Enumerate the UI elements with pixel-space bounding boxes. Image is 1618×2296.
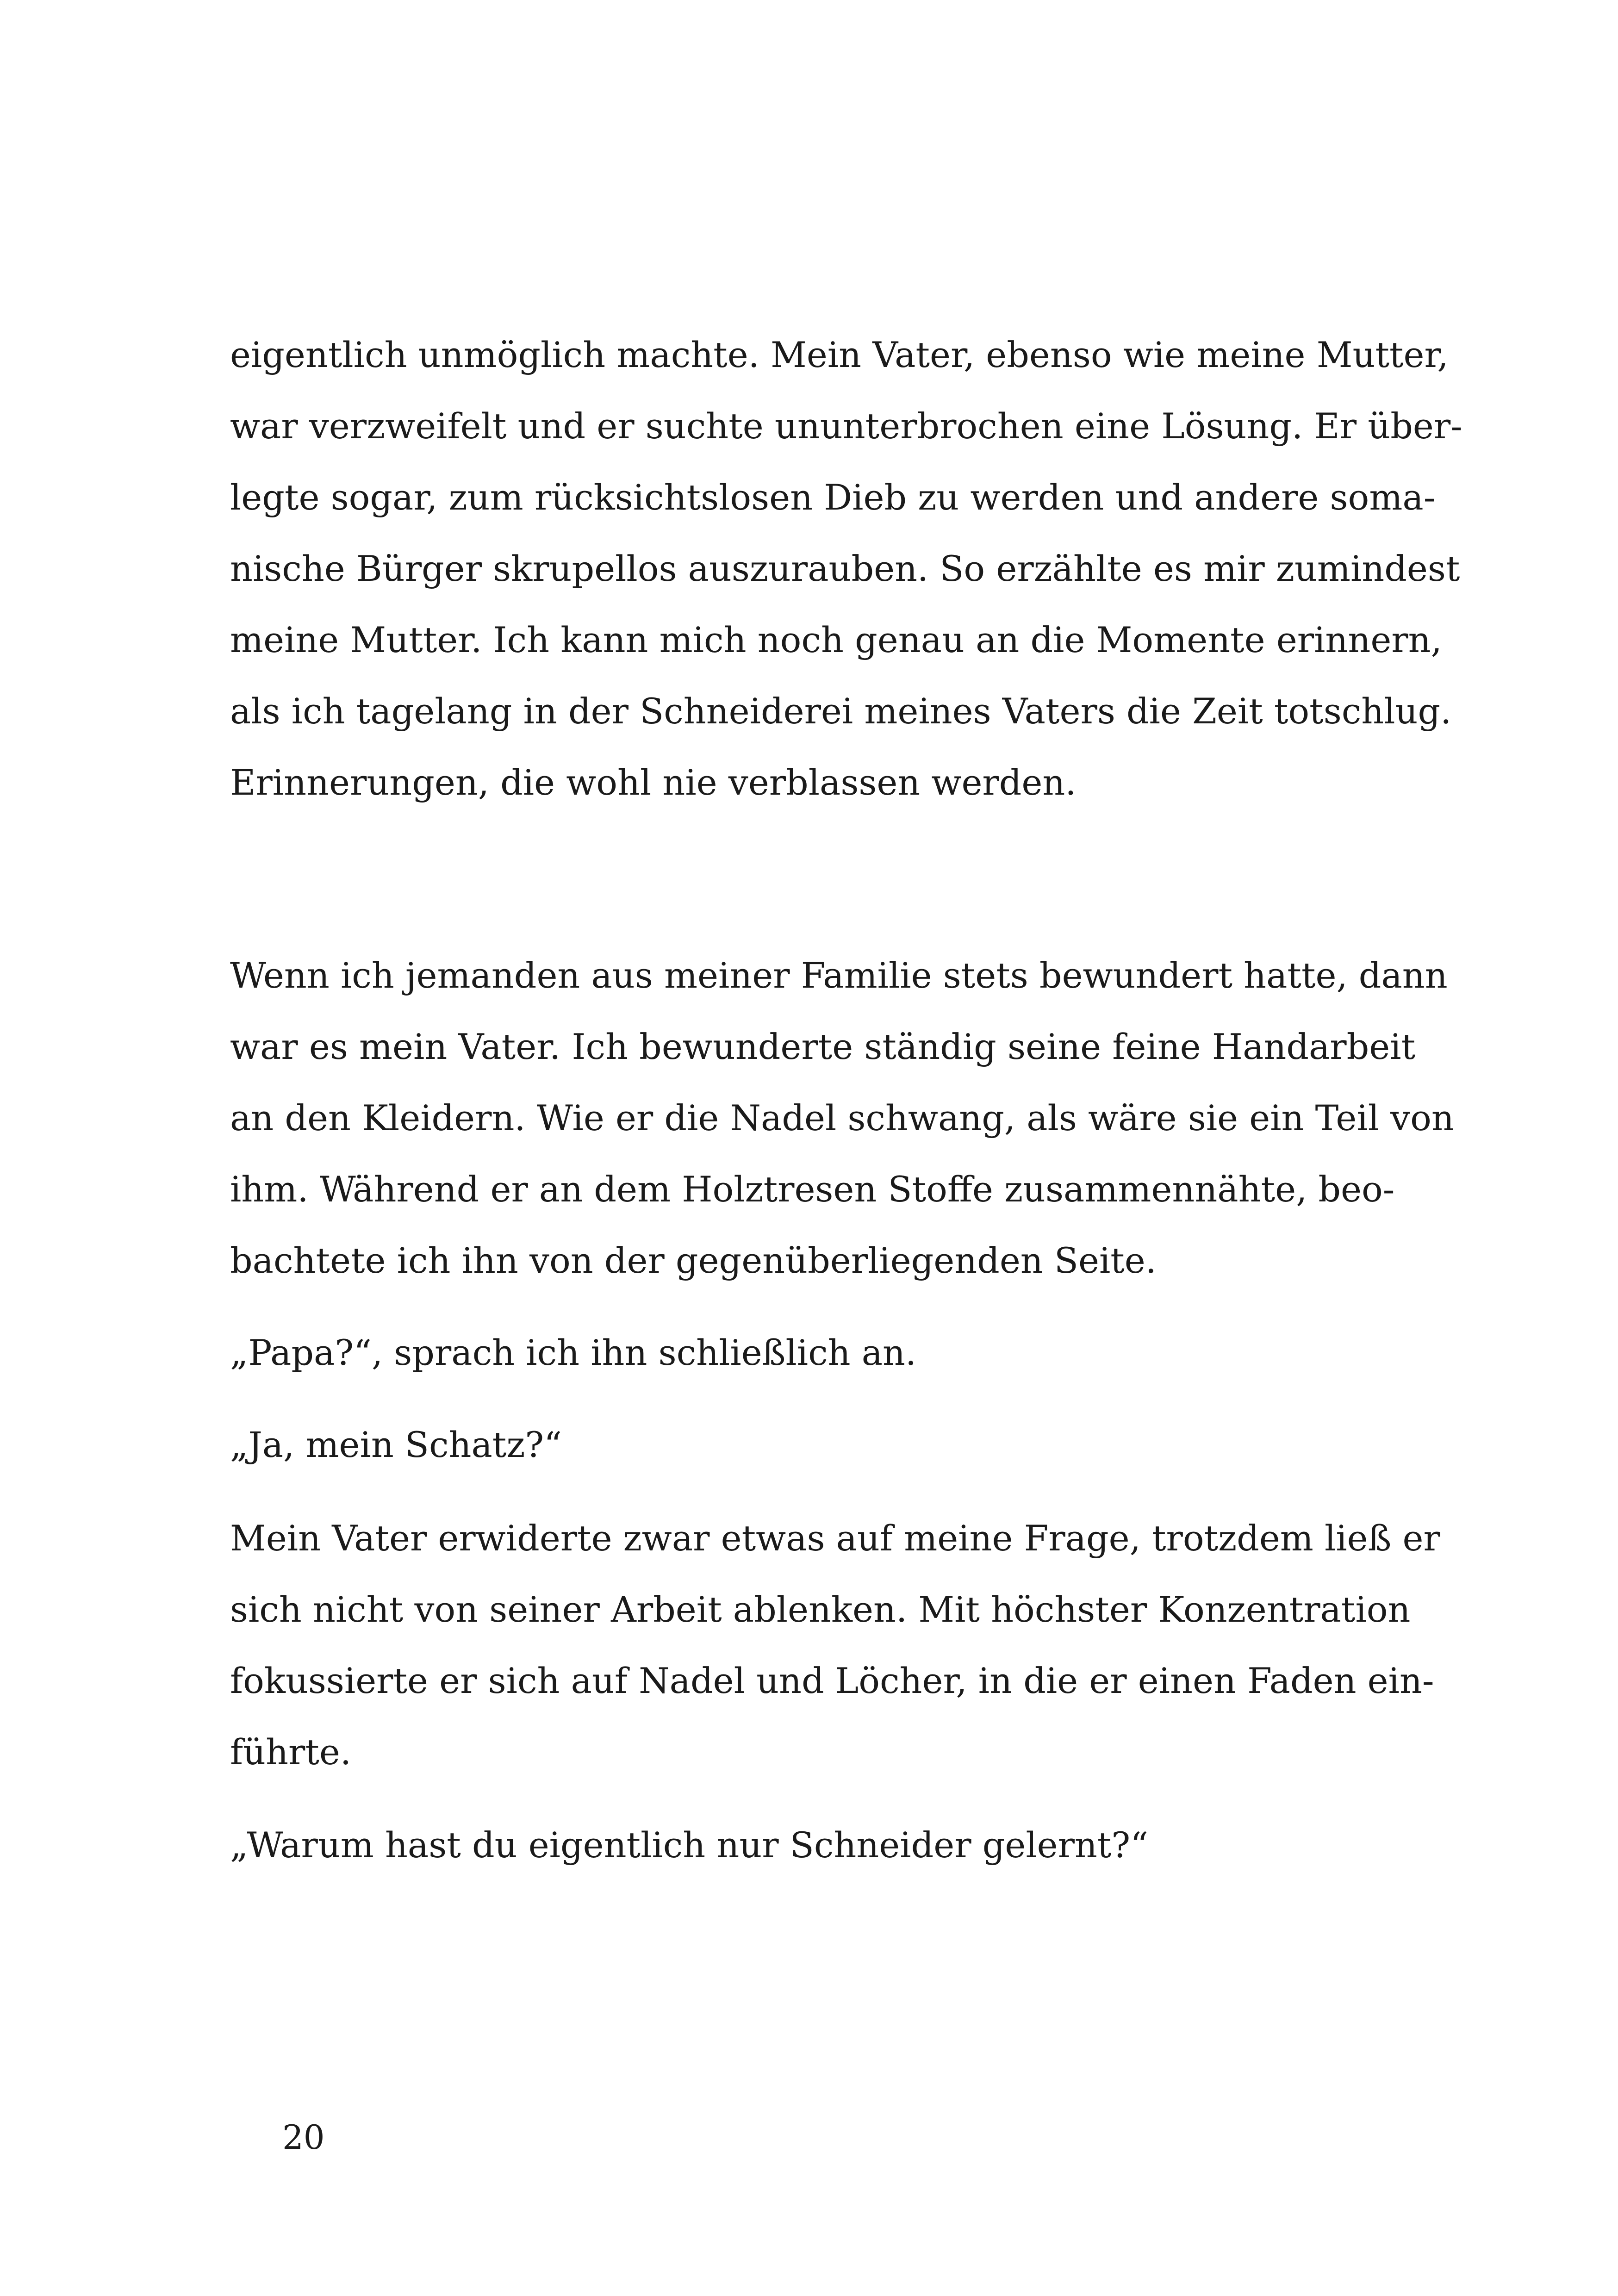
text-line: als ich tagelang in der Schneiderei meines Vaters die Zeit totschlug. [230,691,1452,732]
text-line: führte. [230,1731,352,1773]
paragraph-2 [230,940,1454,1296]
text-line: meine Mutter. Ich kann mich noch genau an die Momente erinnern, [230,619,1442,660]
text-line: „Papa?“, sprach ich ihn schließlich an. [230,1332,917,1373]
text-line: sich nicht von seiner Arbeit ablenken. Mit höchster Konzentration [230,1589,1411,1630]
text-line: eigentlich unmöglich machte. Mein Vater, ebenso wie meine Mutter, [230,334,1449,375]
text-line: Wenn ich jemanden aus meiner Familie stets bewundert hatte, dann [230,955,1448,996]
text-line: an den Kleidern. Wie er die Nadel schwang, als wäre sie ein Teil von [230,1097,1454,1139]
page-number: 20 [282,2118,325,2157]
text-line: nische Bürger skrupellos auszurauben. So erzählte es mir zumindest [230,548,1460,589]
text-line: legte sogar, zum rücksichtslosen Dieb zu werden und andere soma- [230,477,1436,518]
text-line: war es mein Vater. Ich bewunderte ständig seine feine Handarbeit [230,1026,1416,1067]
text-line: ihm. Während er an dem Holztresen Stoffe zusammennähte, beo- [230,1169,1395,1210]
paragraph-1 [230,319,1462,818]
paragraph-6 [230,1810,1392,1881]
text-line: Mein Vater erwiderte zwar etwas auf meine Frage, trotzdem ließ er [230,1518,1440,1559]
paragraph-3 [230,1317,1392,1388]
text-line: „Ja, mein Schatz?“ [230,1424,562,1465]
text-line: fokussierte er sich auf Nadel und Löcher, in die er einen Faden ein- [230,1660,1434,1701]
text-line: Erinnerungen, die wohl nie verblassen werden. [230,762,1077,803]
paragraph-4 [230,1409,1392,1481]
text-line: bachtete ich ihn von der gegenüberliegenden Seite. [230,1240,1157,1281]
paragraph-5 [230,1503,1440,1788]
text-line: war verzweifelt und er suchte ununterbrochen eine Lösung. Er über- [230,405,1462,447]
text-line: „Warum hast du eigentlich nur Schneider gelernt?“ [230,1824,1149,1866]
